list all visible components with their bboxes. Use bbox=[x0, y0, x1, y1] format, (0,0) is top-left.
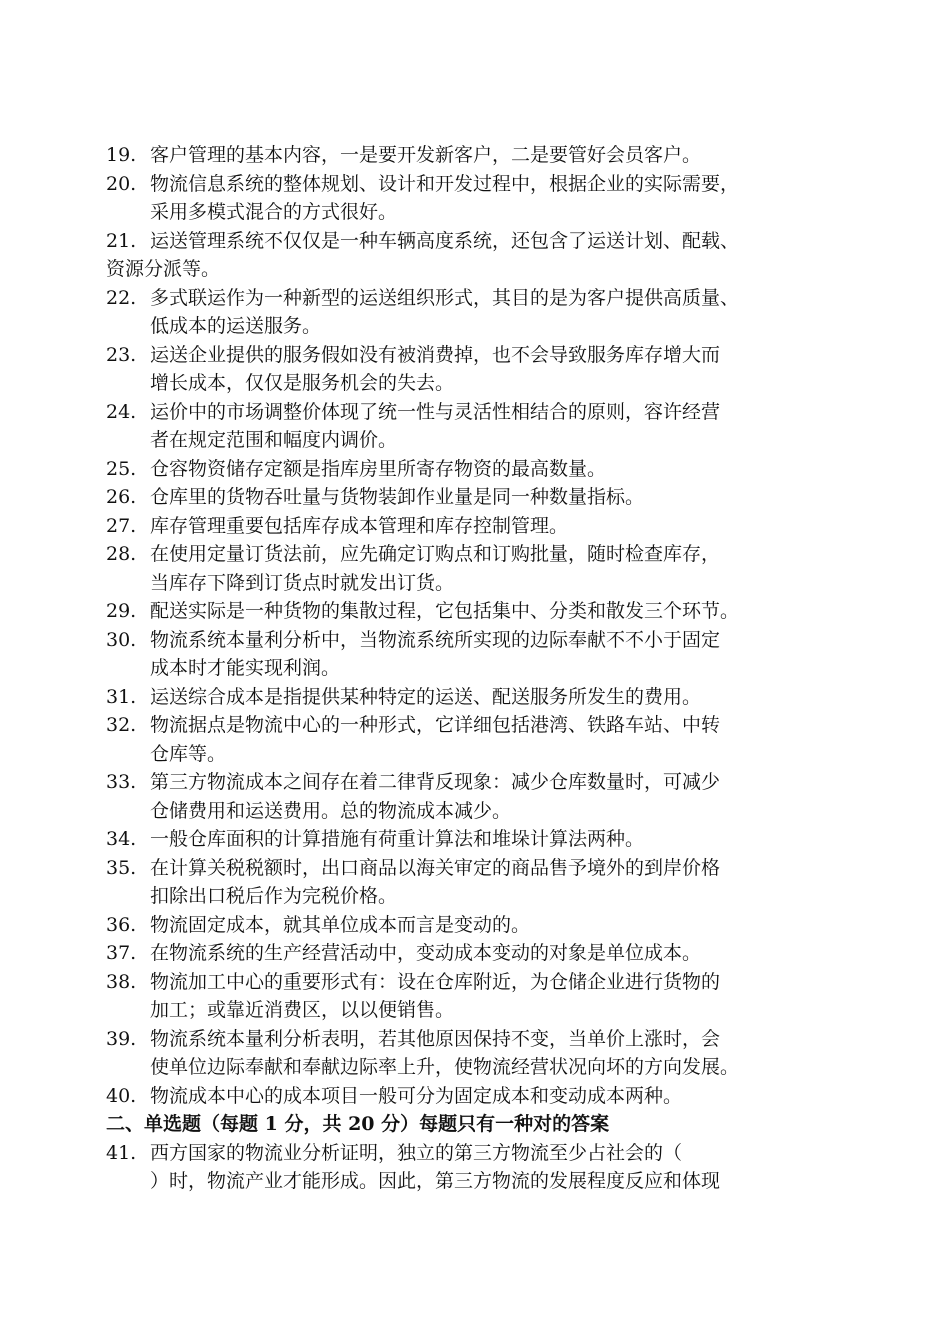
question-text: 库存管理重要包括库存成本管理和库存控制管理。 bbox=[150, 514, 569, 537]
question-text: 在物流系统的生产经营活动中，变动成本变动的对象是单位成本。 bbox=[150, 942, 702, 964]
question-item-41 bbox=[0, 1139, 840, 1196]
question-number: 33. bbox=[106, 771, 137, 793]
question-text-continued: 增长成本，仅仅是服务机会的失去。 bbox=[150, 372, 455, 394]
question-text: 运价中的市场调整价体现了统一性与灵活性相结合的原则，容许经营 bbox=[150, 400, 721, 423]
question-item-19 bbox=[0, 141, 840, 170]
question-text-continued: ）时，物流产业才能形成。因此，第三方物流的发展程度反应和体现 bbox=[150, 1170, 721, 1192]
question-number: 35. bbox=[106, 856, 137, 879]
question-item-36 bbox=[0, 911, 840, 940]
question-text: 运送综合成本是指提供某种特定的运送、配送服务所发生的费用。 bbox=[150, 685, 702, 708]
question-list bbox=[0, 141, 950, 1196]
question-item-22 bbox=[0, 284, 840, 341]
question-number: 25. bbox=[106, 457, 137, 480]
question-item-20 bbox=[0, 170, 840, 227]
question-number: 37. bbox=[106, 942, 137, 964]
question-item-27 bbox=[0, 512, 840, 541]
question-text: 西方国家的物流业分析证明，独立的第三方物流至少占社会的（ bbox=[150, 1141, 683, 1164]
question-number: 29. bbox=[106, 600, 137, 622]
question-text-continued: 采用多模式混合的方式很好。 bbox=[150, 201, 398, 223]
question-number: 22. bbox=[106, 286, 137, 309]
question-text: 运送管理系统不仅仅是一种车辆高度系统，还包含了运送计划、配载、 bbox=[150, 229, 740, 252]
question-text: 第三方物流成本之间存在着二律背反现象：减少仓库数量时，可减少 bbox=[150, 771, 721, 793]
question-number: 41. bbox=[106, 1141, 137, 1164]
question-number: 28. bbox=[106, 543, 137, 565]
question-number: 27. bbox=[106, 514, 137, 537]
question-text-continued: 成本时才能实现利润。 bbox=[150, 657, 341, 679]
question-item-30 bbox=[0, 626, 840, 683]
question-text: 运送企业提供的服务假如没有被消费掉，也不会导致服务库存增大而 bbox=[150, 343, 721, 366]
question-item-23 bbox=[0, 341, 840, 398]
question-item-33 bbox=[0, 768, 840, 825]
question-text-continued: 仓储费用和运送费用。总的物流成本减少。 bbox=[150, 799, 512, 822]
question-item-25 bbox=[0, 455, 840, 484]
question-number: 23. bbox=[106, 343, 137, 366]
question-number: 30. bbox=[106, 628, 137, 651]
question-text: 物流系统本量利分析表明，若其他原因保持不变，当单价上涨时，会 bbox=[150, 1027, 721, 1050]
question-number: 34. bbox=[106, 828, 137, 850]
question-text: 物流固定成本，就其单位成本而言是变动的。 bbox=[150, 913, 531, 936]
question-item-35 bbox=[0, 854, 840, 911]
question-text: 客户管理的基本内容，一是要开发新客户，二是要管好会员客户。 bbox=[150, 144, 702, 166]
question-text: 物流加工中心的重要形式有：设在仓库附近，为仓储企业进行货物的 bbox=[150, 970, 721, 993]
question-item-28 bbox=[0, 540, 840, 597]
question-text-continued: 资源分派等。 bbox=[106, 258, 221, 280]
question-item-38 bbox=[0, 968, 840, 1025]
question-number: 38. bbox=[106, 970, 137, 993]
question-text-continued: 使单位边际奉献和奉献边际率上升，使物流经营状况向坏的方向发展。 bbox=[150, 1056, 740, 1078]
question-text: 仓容物资储存定额是指库房里所寄存物资的最高数量。 bbox=[150, 457, 607, 480]
question-text: 物流系统本量利分析中，当物流系统所实现的边际奉献不不小于固定 bbox=[150, 628, 721, 651]
question-number: 24. bbox=[106, 400, 137, 423]
question-text-continued: 扣除出口税后作为完税价格。 bbox=[150, 885, 398, 907]
question-item-21 bbox=[0, 227, 840, 284]
question-text-continued: 仓库等。 bbox=[150, 742, 227, 765]
question-number: 39. bbox=[106, 1027, 137, 1050]
question-text-continued: 低成本的运送服务。 bbox=[150, 315, 322, 337]
question-text: 物流信息系统的整体规划、设计和开发过程中，根据企业的实际需要， bbox=[150, 172, 740, 195]
question-item-37 bbox=[0, 939, 840, 968]
question-item-39 bbox=[0, 1025, 840, 1082]
question-item-31 bbox=[0, 683, 840, 712]
question-text: 多式联运作为一种新型的运送组织形式，其目的是为客户提供高质量、 bbox=[150, 286, 740, 309]
question-text: 一般仓库面积的计算措施有荷重计算法和堆垛计算法两种。 bbox=[150, 828, 645, 850]
question-number: 21. bbox=[106, 229, 137, 252]
question-number: 40. bbox=[106, 1084, 137, 1107]
question-item-40 bbox=[0, 1082, 840, 1111]
question-number: 19. bbox=[106, 144, 137, 166]
question-text: 在使用定量订货法前，应先确定订购点和订购批量，随时检查库存， bbox=[150, 543, 721, 565]
question-number: 32. bbox=[106, 714, 137, 736]
question-text: 物流据点是物流中心的一种形式，它详细包括港湾、铁路车站、中转 bbox=[150, 714, 721, 736]
section-heading: 二、单选题（每题 1 分，共 20 分）每题只有一种对的答案 bbox=[106, 1113, 610, 1135]
question-number: 20. bbox=[106, 172, 137, 195]
question-text-continued: 者在规定范围和幅度内调价。 bbox=[150, 429, 398, 451]
question-item-24 bbox=[0, 398, 840, 455]
question-number: 36. bbox=[106, 913, 137, 936]
question-text-continued: 加工；或靠近消费区，以以便销售。 bbox=[150, 999, 455, 1021]
question-item-34 bbox=[0, 825, 840, 854]
question-item-29 bbox=[0, 597, 840, 626]
question-text: 配送实际是一种货物的集散过程，它包括集中、分类和散发三个环节。 bbox=[150, 600, 740, 622]
question-item-26 bbox=[0, 483, 840, 512]
question-text: 仓库里的货物吞吐量与货物装卸作业量是同一种数量指标。 bbox=[150, 486, 645, 508]
question-number: 26. bbox=[106, 486, 137, 508]
question-text-continued: 当库存下降到订货点时就发出订货。 bbox=[150, 571, 455, 594]
question-text: 物流成本中心的成本项目一般可分为固定成本和变动成本两种。 bbox=[150, 1084, 683, 1107]
question-text: 在计算关税税额时，出口商品以海关审定的商品售予境外的到岸价格 bbox=[150, 856, 721, 879]
question-number: 31. bbox=[106, 685, 137, 708]
question-item-32 bbox=[0, 711, 840, 768]
